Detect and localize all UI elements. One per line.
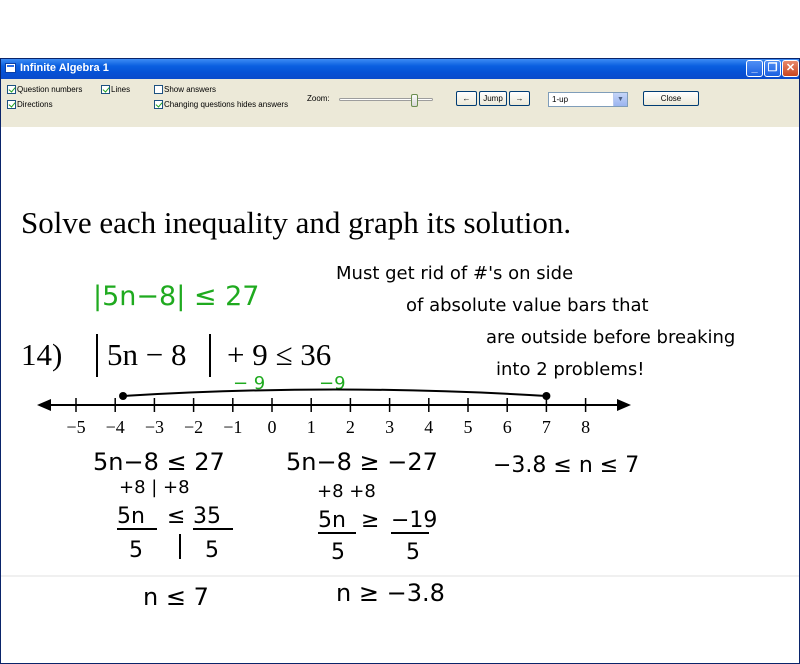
directions-checkbox[interactable]: Directions (7, 100, 53, 109)
left-frac-num-a: 5n (117, 504, 145, 529)
number-line-tick-label: 2 (345, 417, 355, 437)
right-case-inequality: 5n−8 ≥ −27 (286, 448, 438, 476)
checkbox-checked-icon[interactable] (7, 85, 16, 94)
app-icon (5, 63, 16, 73)
chevron-down-icon[interactable]: ▼ (613, 93, 627, 106)
next-button[interactable]: → (509, 91, 530, 106)
close-window-button[interactable]: ✕ (782, 60, 799, 77)
number-line-tick-label: 0 (267, 417, 277, 437)
zoom-slider[interactable] (339, 98, 433, 101)
window-title: Infinite Algebra 1 (20, 62, 109, 74)
number-line-tick-label: 1 (306, 417, 316, 437)
right-case-add-eight: +8 +8 (317, 481, 376, 502)
number-line-tick-label: −1 (223, 417, 243, 437)
checkbox-checked-icon[interactable] (154, 100, 163, 109)
right-result: n ≥ −3.8 (336, 579, 445, 607)
previous-button[interactable]: ← (456, 91, 477, 106)
zoom-slider-thumb[interactable] (411, 94, 418, 107)
zoom-label: Zoom: (307, 94, 330, 103)
right-frac-den-a: 5 (331, 540, 345, 565)
left-case-add-eight: +8 | +8 (119, 477, 190, 498)
close-button[interactable]: Close (643, 91, 699, 106)
worksheet-canvas (1, 127, 799, 663)
number-line (37, 390, 631, 438)
changing-hides-answers-checkbox[interactable]: Changing questions hides answers (154, 100, 288, 109)
number-line-tick-label: 5 (463, 417, 473, 437)
checkbox-checked-icon[interactable] (7, 100, 16, 109)
layout-select-value: 1-up (552, 95, 569, 104)
note-line-1: Must get rid of #'s on side (336, 263, 574, 284)
left-frac-den-a: 5 (129, 538, 143, 563)
worksheet-drawing (1, 127, 799, 663)
number-line-tick-label: 4 (424, 417, 434, 437)
number-line-tick-label: 6 (502, 417, 512, 437)
question-numbers-checkbox[interactable]: Question numbers (7, 85, 82, 94)
worksheet-instruction: Solve each inequality and graph its solution. (21, 205, 572, 240)
note-line-4: into 2 problems! (496, 359, 645, 380)
green-minus-left: − 9 (233, 373, 266, 394)
closed-endpoint-dot (542, 392, 550, 400)
restore-button[interactable]: ❐ (764, 60, 781, 77)
left-le-sign: ≤ (167, 504, 186, 529)
left-result: n ≤ 7 (143, 583, 209, 611)
toolbar (1, 79, 799, 128)
number-line-tick-label: −5 (66, 417, 86, 437)
problem-number: 14) (21, 337, 63, 372)
show-answers-checkbox[interactable]: Show answers (154, 85, 216, 94)
app-window (0, 58, 800, 664)
note-line-2: of absolute value bars that (406, 295, 649, 316)
left-case-inequality: 5n−8 ≤ 27 (93, 448, 225, 476)
layout-select[interactable] (548, 92, 628, 107)
left-frac-den-b: 5 (205, 538, 219, 563)
final-answer: −3.8 ≤ n ≤ 7 (493, 453, 640, 478)
note-line-3: are outside before breaking (486, 327, 736, 348)
right-frac-num-b: −19 (391, 508, 438, 533)
minimize-button[interactable]: _ (746, 60, 763, 77)
title-bar[interactable] (1, 59, 799, 79)
number-line-tick-label: −2 (184, 417, 204, 437)
right-frac-num-a: 5n (318, 508, 346, 533)
checkbox-checked-icon[interactable] (101, 85, 110, 94)
number-line-tick-label: −3 (144, 417, 164, 437)
arrow-left-icon (37, 399, 51, 411)
number-line-tick-label: 8 (581, 417, 591, 437)
expression-inside-bars: 5n − 8 (107, 337, 187, 372)
expression-rest: + 9 ≤ 36 (227, 337, 332, 372)
right-frac-den-b: 5 (406, 540, 420, 565)
left-frac-num-b: 35 (193, 504, 221, 529)
green-step-annotation: |5n−8| ≤ 27 (93, 281, 260, 312)
number-line-tick-label: 3 (385, 417, 395, 437)
right-ge-sign: ≥ (361, 508, 380, 533)
closed-endpoint-dot (119, 392, 127, 400)
jump-button[interactable]: Jump (479, 91, 507, 106)
number-line-tick-label: −4 (105, 417, 125, 437)
arrow-right-icon (617, 399, 631, 411)
number-line-tick-label: 7 (541, 417, 551, 437)
lines-checkbox[interactable]: Lines (101, 85, 130, 94)
checkbox-unchecked-icon[interactable] (154, 85, 163, 94)
green-minus-right: −9 (319, 373, 346, 394)
